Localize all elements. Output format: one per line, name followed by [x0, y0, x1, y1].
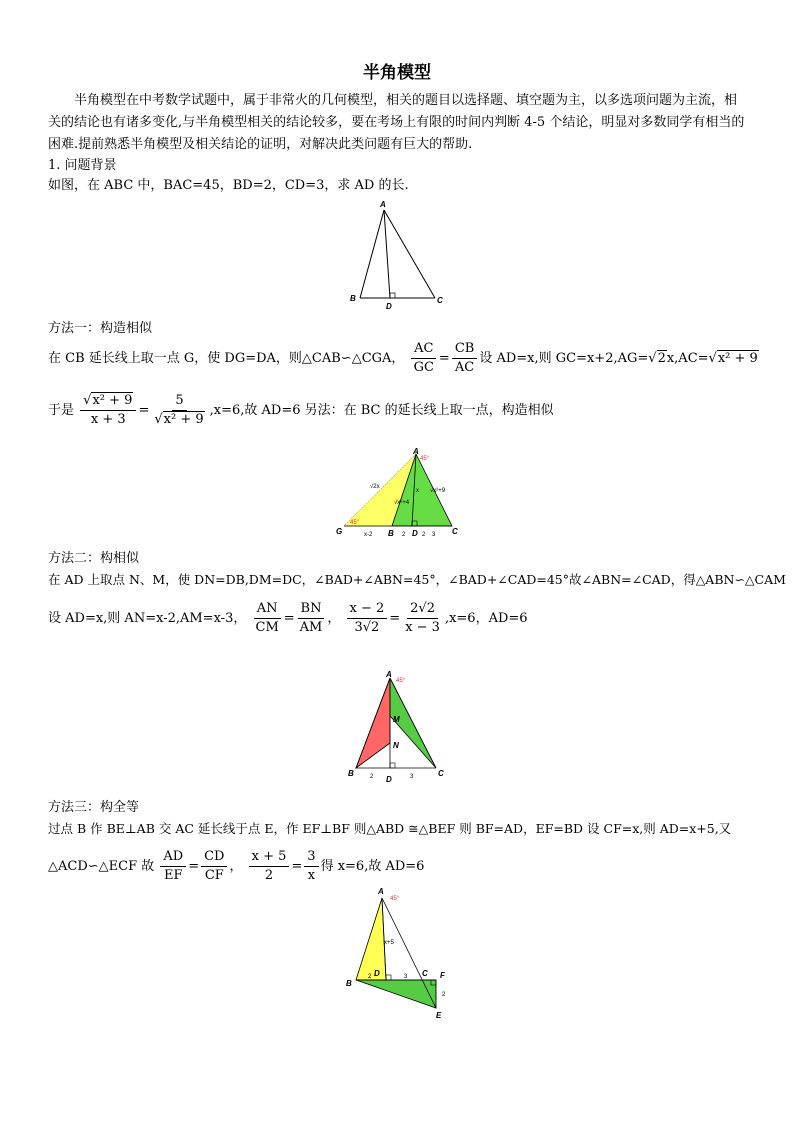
svg-text:B: B — [348, 769, 354, 778]
svg-text:√x²+4: √x²+4 — [394, 500, 410, 506]
svg-text:C: C — [422, 969, 428, 978]
intro-paragraph: 半角模型在中考数学试题中，属于非常火的几何模型，相关的题目以选择题、填空题为主，以多选项问题为主流，相关的结论也有诸多变化,与半角模型相关的结论较多，要在考场上有限的时间内判断 4-5 个结论，明显对多数同学有相当的困难.提前熟悉半角模型及相关结论的证明，对解决此类问题有巨大的帮助. — [48, 93, 745, 152]
svg-text:2: 2 — [402, 532, 406, 538]
svg-text:C: C — [438, 769, 444, 778]
svg-text:2: 2 — [370, 774, 374, 780]
svg-text:D: D — [374, 969, 380, 978]
figure-method2 — [340, 668, 450, 786]
method1-line1: 在 CB 延长线上取一点 G，使 DG=DA，则△CAB∽△CGA， $\frac{AC}{GC}$ = $\frac{CB}{AC}$ 设 AD=x,则 GC=x+2,AG=√2x,AC=√x² + 9 — [48, 341, 758, 375]
svg-text:2: 2 — [422, 532, 426, 538]
frac-ac-gc: $\frac{AC}{GC}$ — [411, 340, 437, 377]
svg-text:C: C — [452, 527, 458, 536]
svg-text:B: B — [346, 979, 352, 988]
method3-line1: 过点 B 作 BE⊥AB 交 AC 延长线于点 E，作 EF⊥BF 则△ABD ≅△BEF 则 BF=AD，EF=BD 设 CF=x,则 AD=x+5,又 — [48, 821, 732, 836]
svg-text:D: D — [412, 529, 418, 538]
svg-text:2: 2 — [368, 974, 372, 980]
svg-text:3: 3 — [404, 974, 408, 980]
svg-text:A: A — [386, 670, 392, 679]
svg-text:M: M — [393, 715, 400, 724]
figure-method3 — [338, 884, 458, 1024]
svg-text:√x²+9: √x²+9 — [430, 488, 446, 494]
label-a: A — [380, 200, 386, 209]
method3-line2: △ACD∽△ECF 故 $\frac{AD}{EF}$ = $\frac{CD}{CF}$ ， $\frac{x + 5}{2}$ = $\frac{3}{x}$ 得 x=6,故 AD=6 — [48, 849, 425, 883]
label-c: C — [437, 296, 443, 305]
svg-text:x: x — [416, 488, 419, 494]
method1-line2: 于是 $\frac{\text{√x² + 9}}{x + 3}$ = $\frac{5}{\text{√x² + 9}}$ ,x=6,故 AD=6 另法：在 BC 的延长线上取一点，构造相似 — [48, 393, 554, 427]
frac-cb-ac: $\frac{CB}{AC}$ — [452, 340, 478, 377]
svg-text:3: 3 — [432, 532, 436, 538]
svg-text:2: 2 — [442, 992, 446, 998]
svg-text:B: B — [388, 529, 394, 538]
svg-text:45°: 45° — [390, 896, 400, 902]
label-b: B — [350, 294, 356, 303]
svg-text:45°: 45° — [420, 456, 430, 462]
svg-text:F: F — [440, 971, 445, 980]
section-heading: 1. 问题背景 — [48, 158, 117, 173]
label-d: D — [386, 302, 392, 311]
method3-heading: 方法三：构全等 — [48, 800, 140, 815]
method2-line2: 设 AD=x,则 AN=x-2,AM=x-3， $\frac{AN}{CM}$ = $\frac{BN}{AM}$ ， $\frac{x - 2}{3√2}$ = $\frac{2√2}{x - 3}$ ,x=6，AD=6 — [48, 601, 528, 635]
method1-heading: 方法一：构造相似 — [48, 321, 153, 336]
svg-text:x+5: x+5 — [384, 940, 394, 946]
svg-text:x-2: x-2 — [364, 532, 373, 538]
figure-triangle-abc — [340, 198, 450, 313]
svg-text:45°: 45° — [396, 678, 406, 684]
figure-method1 — [330, 448, 470, 540]
svg-text:E: E — [436, 1011, 442, 1020]
svg-text:45°: 45° — [350, 520, 360, 526]
problem-statement: 如图，在 ABC 中，BAC=45，BD=2，CD=3，求 AD 的长. — [48, 178, 409, 193]
method2-line1: 在 AD 上取点 N、M，使 DN=DB,DM=DC，∠BAD+∠ABN=45°，∠BAD+∠CAD=45°故∠ABN=∠CAD，得△ABN∽△CAM — [48, 572, 786, 587]
svg-text:A: A — [413, 448, 419, 456]
svg-text:G: G — [336, 527, 343, 536]
svg-text:√2x: √2x — [370, 484, 380, 490]
svg-text:N: N — [393, 741, 399, 750]
method2-heading: 方法二：构相似 — [48, 551, 140, 566]
svg-text:D: D — [386, 775, 392, 784]
svg-text:A: A — [378, 887, 384, 896]
svg-text:3: 3 — [410, 774, 414, 780]
page-title: 半角模型 — [363, 63, 431, 83]
